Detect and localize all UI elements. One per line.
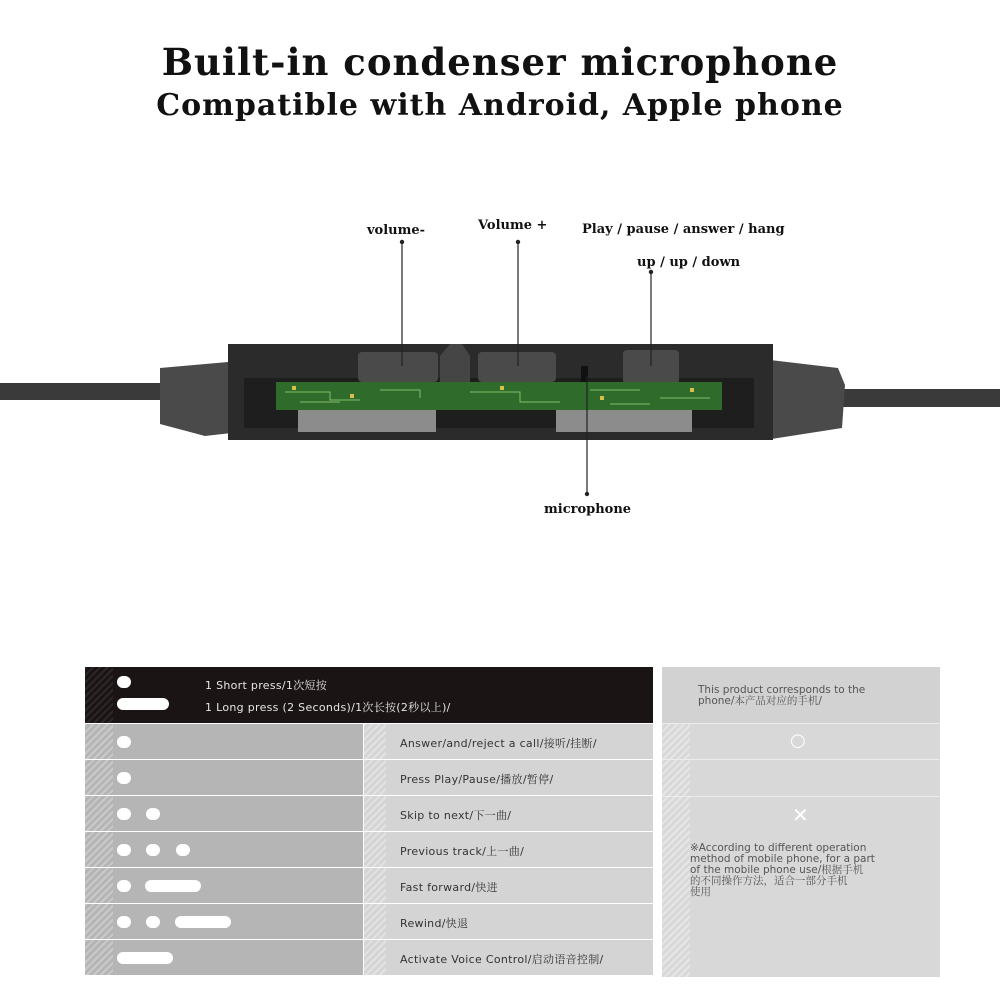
legend-short-label: 1 Short press/1次短按 — [205, 679, 328, 692]
cable-right — [840, 389, 1000, 407]
long-press-bar — [175, 916, 231, 928]
press-pattern — [85, 724, 363, 759]
function-list — [85, 667, 653, 977]
compat-note-line2: method of mobile phone, for a part — [690, 853, 875, 865]
button-volume-plus — [478, 352, 556, 382]
long-press-bar — [145, 880, 201, 892]
short-press-dot — [146, 916, 160, 928]
main-title: Built-in condenser microphone — [161, 40, 839, 84]
compat-note-line3: of the mobile phone use/根据手机 — [690, 864, 864, 876]
press-pattern — [85, 940, 363, 975]
short-press-dot — [117, 844, 131, 856]
function-label: Fast forward/快进 — [400, 881, 498, 894]
press-pattern — [85, 760, 363, 795]
table-row — [85, 724, 653, 760]
table-row — [85, 760, 653, 796]
press-pattern — [85, 868, 363, 903]
label-volume-minus: volume- — [367, 223, 426, 238]
short-press-dot — [117, 736, 131, 748]
button-volume-minus — [358, 352, 438, 382]
short-press-dot — [176, 844, 190, 856]
short-press-dot — [146, 844, 160, 856]
table-row — [85, 796, 653, 832]
function-label: Answer/and/reject a call/接听/挂断/ — [400, 737, 597, 750]
circuit-board — [276, 382, 722, 410]
table-row — [85, 832, 653, 868]
function-label: Previous track/上一曲/ — [400, 845, 525, 858]
legend-long-label: 1 Long press (2 Seconds)/1次长按(2秒以上)/ — [205, 701, 451, 714]
compat-header-line1: This product corresponds to the — [698, 684, 866, 696]
legend-short-press — [85, 673, 653, 695]
table-row — [85, 940, 653, 976]
unsupported-cross-icon: ✕ — [792, 803, 809, 827]
subtitle: Compatible with Android, Apple phone — [156, 88, 844, 123]
table-row — [85, 904, 653, 940]
short-press-dot — [117, 676, 131, 688]
compat-note-line5: 使用 — [690, 886, 711, 898]
pad-right — [556, 410, 692, 432]
short-press-dot — [117, 772, 131, 784]
short-press-dot — [117, 808, 131, 820]
function-label: Activate Voice Control/启动语音控制/ — [400, 953, 604, 966]
compatibility-column — [662, 667, 940, 977]
press-pattern — [85, 832, 363, 867]
short-press-dot — [117, 916, 131, 928]
label-play-line1: Play / pause / answer / hang — [582, 222, 785, 237]
label-volume-plus: Volume + — [478, 218, 548, 233]
function-label: Rewind/快退 — [400, 917, 469, 930]
function-label: Skip to next/下一曲/ — [400, 809, 512, 822]
long-press-bar — [117, 698, 169, 710]
cable-left — [0, 383, 160, 400]
compat-note-line4: 的不同操作方法，适合一部分手机 — [690, 875, 848, 887]
long-press-bar — [117, 952, 173, 964]
pad-left — [298, 410, 436, 432]
press-legend — [85, 667, 653, 723]
short-press-dot — [146, 808, 160, 820]
label-microphone: microphone — [544, 502, 632, 517]
table-row — [85, 868, 653, 904]
function-table — [85, 667, 940, 977]
short-press-dot — [117, 880, 131, 892]
compat-note-line1: ※According to different operation — [690, 842, 867, 854]
label-play-line2: up / up / down — [637, 255, 741, 270]
compat-header-line2: phone/本产品对应的手机/ — [698, 695, 822, 707]
press-pattern — [85, 796, 363, 831]
function-label: Press Play/Pause/播放/暂停/ — [400, 773, 554, 786]
press-pattern — [85, 904, 363, 939]
legend-long-press — [85, 695, 653, 717]
supported-circle-icon: ○ — [790, 730, 806, 751]
